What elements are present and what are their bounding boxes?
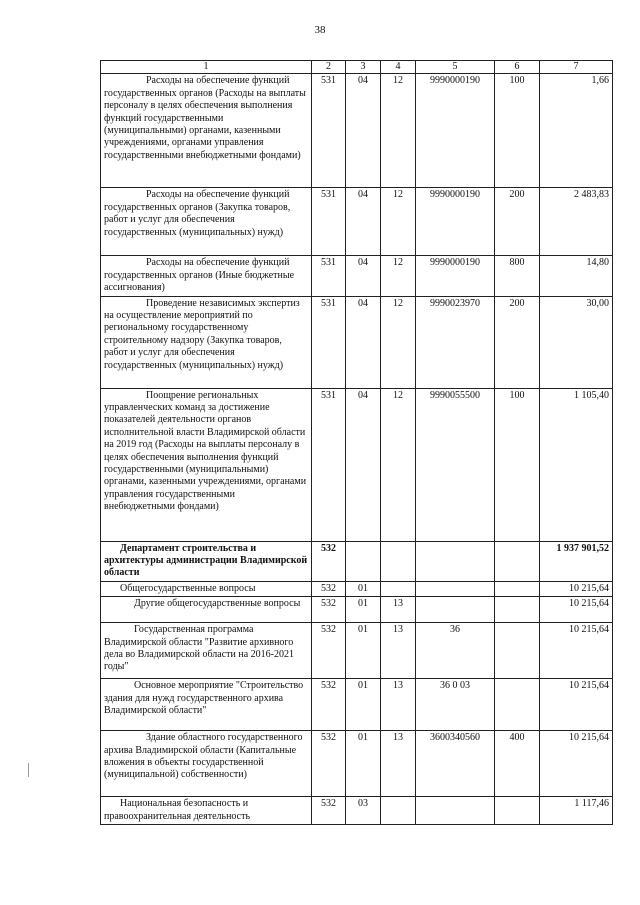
row-target-article: 9990000190 bbox=[416, 188, 495, 256]
row-amount: 1 937 901,52 bbox=[540, 541, 613, 581]
header-col-5: 5 bbox=[416, 61, 495, 74]
row-subsection: 12 bbox=[381, 74, 416, 188]
table-row bbox=[101, 597, 613, 623]
row-subsection: 13 bbox=[381, 679, 416, 731]
row-chapter: 531 bbox=[312, 296, 346, 388]
row-amount: 10 215,64 bbox=[540, 597, 613, 623]
scan-margin-mark bbox=[28, 763, 31, 777]
row-target-article: 36 0 03 bbox=[416, 679, 495, 731]
table-row bbox=[101, 388, 613, 541]
row-amount: 1,66 bbox=[540, 74, 613, 188]
header-col-3: 3 bbox=[346, 61, 381, 74]
table-header-row bbox=[101, 61, 613, 74]
header-col-4: 4 bbox=[381, 61, 416, 74]
row-target-article: 9990055500 bbox=[416, 388, 495, 541]
row-expense-type bbox=[495, 623, 540, 679]
row-target-article bbox=[416, 797, 495, 825]
row-subsection: 12 bbox=[381, 296, 416, 388]
row-chapter: 532 bbox=[312, 623, 346, 679]
table-row bbox=[101, 256, 613, 296]
row-subsection bbox=[381, 581, 416, 596]
row-expense-type bbox=[495, 541, 540, 581]
row-amount: 30,00 bbox=[540, 296, 613, 388]
row-expense-type bbox=[495, 581, 540, 596]
row-subsection: 13 bbox=[381, 623, 416, 679]
row-name: Расходы на обеспечение функций государственных органов (Иные бюджетные ассигнования) bbox=[101, 256, 312, 296]
header-col-2: 2 bbox=[312, 61, 346, 74]
row-name: Департамент строительства и архитектуры администрации Владимирской области bbox=[101, 541, 312, 581]
row-chapter: 532 bbox=[312, 679, 346, 731]
table-row bbox=[101, 296, 613, 388]
row-target-article: 9990000190 bbox=[416, 74, 495, 188]
row-chapter: 532 bbox=[312, 731, 346, 797]
row-name: Основное мероприятие "Строительство здания для нужд государственного архива Владимирской области" bbox=[101, 679, 312, 731]
row-expense-type: 100 bbox=[495, 74, 540, 188]
row-expense-type: 400 bbox=[495, 731, 540, 797]
row-subsection: 13 bbox=[381, 597, 416, 623]
row-section: 04 bbox=[346, 388, 381, 541]
header-col-7: 7 bbox=[540, 61, 613, 74]
table-row bbox=[101, 188, 613, 256]
row-chapter: 531 bbox=[312, 74, 346, 188]
budget-table bbox=[100, 60, 613, 825]
row-name: Общегосударственные вопросы bbox=[101, 581, 312, 596]
row-name: Другие общегосударственные вопросы bbox=[101, 597, 312, 623]
row-section: 01 bbox=[346, 597, 381, 623]
table-row bbox=[101, 797, 613, 825]
row-subsection bbox=[381, 541, 416, 581]
row-subsection: 13 bbox=[381, 731, 416, 797]
row-subsection bbox=[381, 797, 416, 825]
row-amount: 10 215,64 bbox=[540, 679, 613, 731]
row-expense-type bbox=[495, 679, 540, 731]
row-name: Поощрение региональных управленческих команд за достижение показателей деятельности органов исполнительной власти Владимирской области на 2019 год (Расходы на выплаты персоналу в целях обеспечения выполнения функций государственными (муниципальными) органами, казенными учреждениями, органами управления государственными внебюджетными фондами) bbox=[101, 388, 312, 541]
table-row bbox=[101, 74, 613, 188]
row-expense-type: 200 bbox=[495, 296, 540, 388]
row-subsection: 12 bbox=[381, 256, 416, 296]
row-section: 03 bbox=[346, 797, 381, 825]
row-amount: 1 117,46 bbox=[540, 797, 613, 825]
row-chapter: 532 bbox=[312, 581, 346, 596]
row-amount: 2 483,83 bbox=[540, 188, 613, 256]
row-chapter: 532 bbox=[312, 597, 346, 623]
table-row bbox=[101, 541, 613, 581]
row-section bbox=[346, 541, 381, 581]
row-chapter: 531 bbox=[312, 188, 346, 256]
table-row bbox=[101, 581, 613, 596]
row-target-article bbox=[416, 581, 495, 596]
row-section: 01 bbox=[346, 581, 381, 596]
row-name: Здание областного государственного архива Владимирской области (Капитальные вложения в объекты государственной (муниципальной) собственности) bbox=[101, 731, 312, 797]
row-section: 04 bbox=[346, 256, 381, 296]
row-amount: 1 105,40 bbox=[540, 388, 613, 541]
row-amount: 14,80 bbox=[540, 256, 613, 296]
row-chapter: 532 bbox=[312, 797, 346, 825]
row-expense-type bbox=[495, 597, 540, 623]
page-number: 38 bbox=[314, 24, 326, 36]
table-row bbox=[101, 679, 613, 731]
row-target-article: 3600340560 bbox=[416, 731, 495, 797]
row-name: Проведение независимых экспертиз на осуществление мероприятий по региональному государственному строительному надзору (Закупка товаров, работ и услуг для обеспечения государственных (муниципальных) нужд) bbox=[101, 296, 312, 388]
row-target-article bbox=[416, 541, 495, 581]
row-target-article bbox=[416, 597, 495, 623]
row-section: 01 bbox=[346, 731, 381, 797]
table-row bbox=[101, 731, 613, 797]
row-name: Государственная программа Владимирской области "Развитие архивного дела во Владимирской области на 2016-2021 годы" bbox=[101, 623, 312, 679]
row-expense-type: 200 bbox=[495, 188, 540, 256]
row-expense-type: 100 bbox=[495, 388, 540, 541]
row-subsection: 12 bbox=[381, 388, 416, 541]
row-section: 04 bbox=[346, 188, 381, 256]
row-section: 01 bbox=[346, 679, 381, 731]
row-target-article: 36 bbox=[416, 623, 495, 679]
row-subsection: 12 bbox=[381, 188, 416, 256]
header-col-1: 1 bbox=[101, 61, 312, 74]
row-amount: 10 215,64 bbox=[540, 581, 613, 596]
row-name: Расходы на обеспечение функций государственных органов (Расходы на выплаты персоналу в целях обеспечения выполнения функций государственными (муниципальными) органами, казенными учреждениями, органами управления государственными внебюджетными фондами) bbox=[101, 74, 312, 188]
row-name: Национальная безопасность и правоохранительная деятельность bbox=[101, 797, 312, 825]
row-chapter: 531 bbox=[312, 256, 346, 296]
table-row bbox=[101, 623, 613, 679]
header-col-6: 6 bbox=[495, 61, 540, 74]
row-chapter: 531 bbox=[312, 388, 346, 541]
row-amount: 10 215,64 bbox=[540, 731, 613, 797]
row-section: 04 bbox=[346, 74, 381, 188]
row-expense-type bbox=[495, 797, 540, 825]
row-expense-type: 800 bbox=[495, 256, 540, 296]
row-target-article: 9990023970 bbox=[416, 296, 495, 388]
row-chapter: 532 bbox=[312, 541, 346, 581]
row-target-article: 9990000190 bbox=[416, 256, 495, 296]
row-amount: 10 215,64 bbox=[540, 623, 613, 679]
row-section: 04 bbox=[346, 296, 381, 388]
row-name: Расходы на обеспечение функций государственных органов (Закупка товаров, работ и услуг для обеспечения государственных (муниципальных) нужд) bbox=[101, 188, 312, 256]
row-section: 01 bbox=[346, 623, 381, 679]
